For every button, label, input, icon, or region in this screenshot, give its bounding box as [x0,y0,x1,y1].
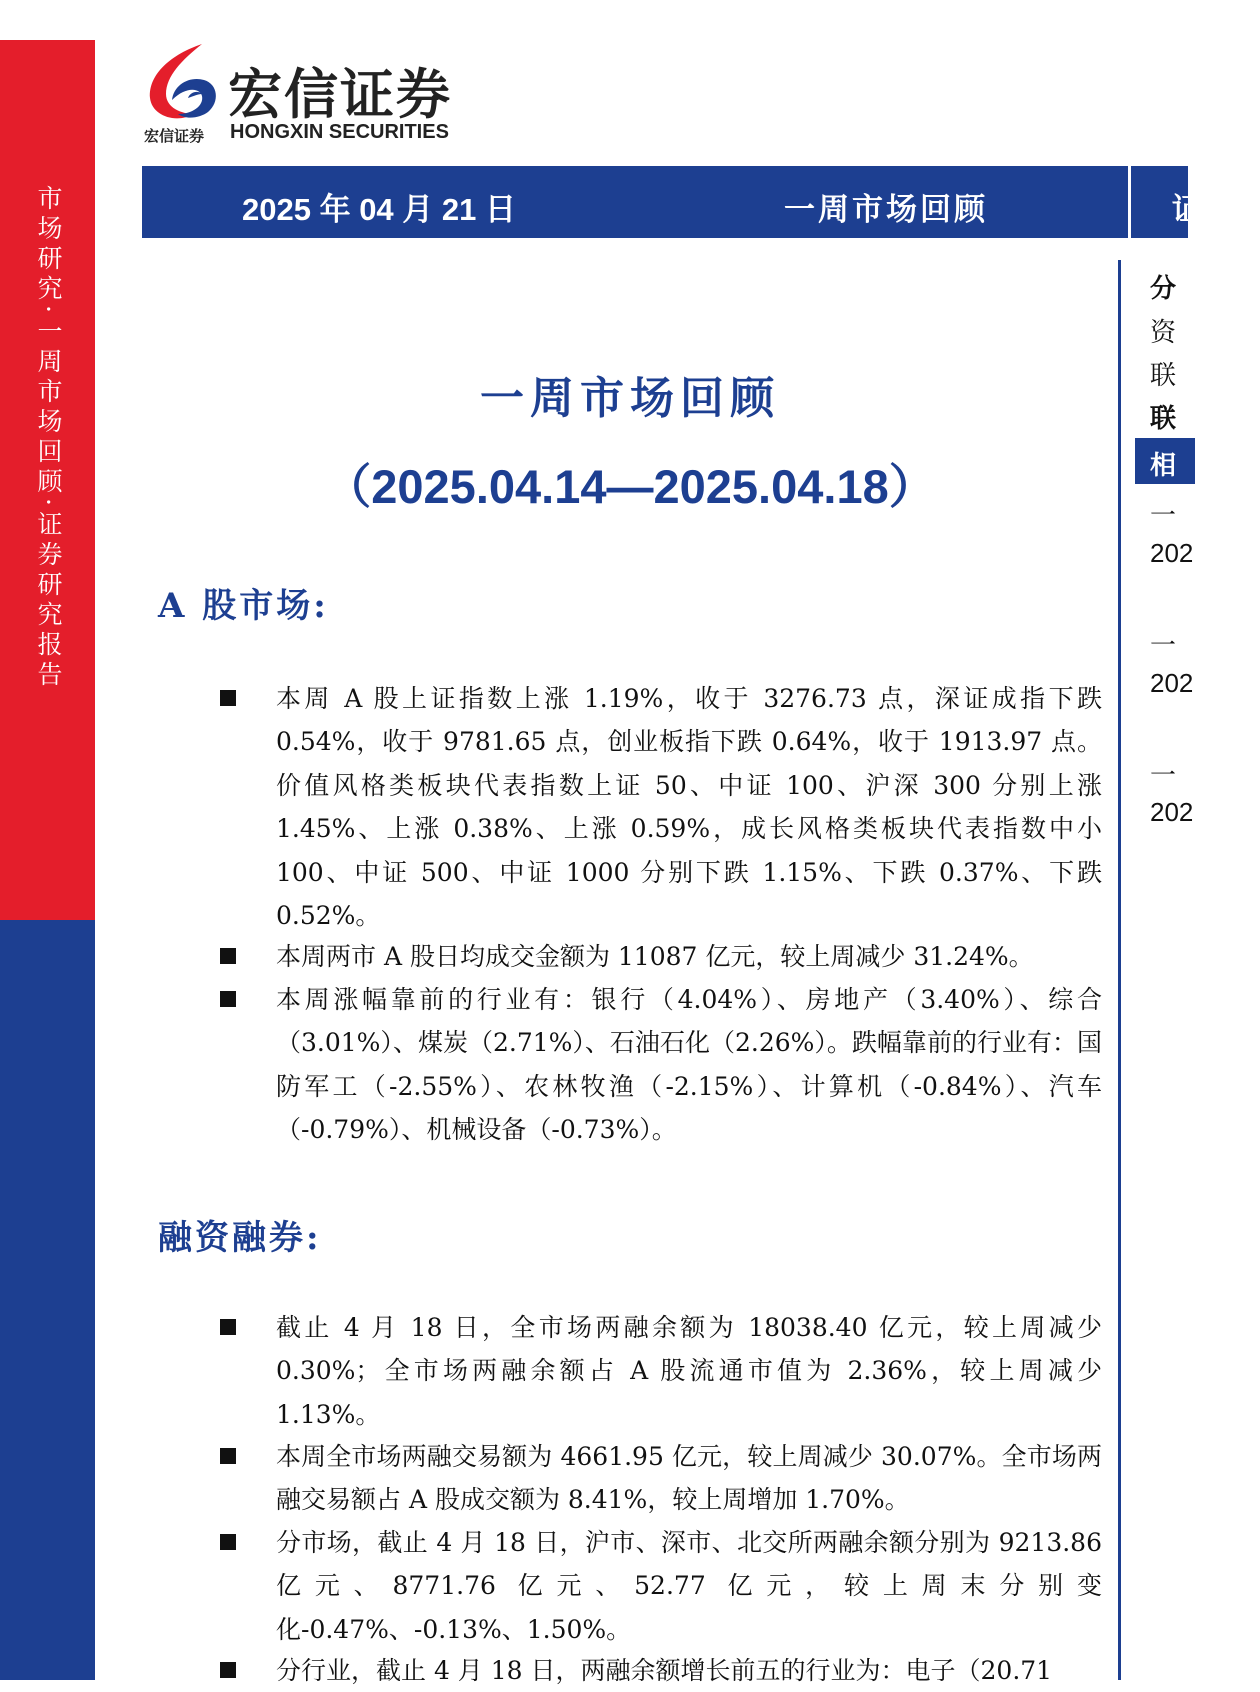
bullet-marker [220,1662,236,1678]
bullet-text: 本周涨幅靠前的行业有：银行（4.04%）、房地产（3.40%）、综合（3.01%）、煤炭（2.71%）、石油石化（2.26%）。跌幅靠前的行业有：国防军工（-2.55%）、农林牧渔（-2.15%）、计算机（-0.84%）、汽车（-0.79%）、机械设备（-0.73%）。 [276,985,1102,1145]
logo-text-en: HONGXIN SECURITIES [230,121,449,143]
sidebar-blue-band [0,920,95,1680]
logo-small-text-cn: 宏信证券 [144,127,205,145]
bullet-marker [220,991,236,1007]
section-heading-a-share: A 股市场: [158,586,329,626]
related-report-date: 202 [1150,668,1194,698]
bullet-marker [220,1534,236,1550]
related-report-title[interactable]: 一 [1150,631,1177,661]
bullet-text: 本周全市场两融交易额为 4661.95 亿元，较上周减少 30.07%。全市场两融交易额占 A 股成交额为 8.41%，较上周增加 1.70%。 [276,1442,1102,1515]
bullet-marker [220,690,236,706]
bullet-marker [220,1448,236,1464]
bullet-text: 分行业，截止 4 月 18 日，两融余额增长前五的行业为：电子（20.71 [276,1656,1053,1685]
report-title: 一周市场回顾 [480,373,780,424]
logo-text-cn: 宏信证券 [228,63,452,126]
sidebar-vertical-text: 市场研究·一周市场回顾·证券研究报告 [34,185,63,691]
banner-cut-text: 证 [1172,192,1203,228]
related-reports-header: 相 [1135,438,1195,484]
related-report-date: 202 [1150,797,1194,827]
bullet-text: 分市场，截止 4 月 18 日，沪市、深市、北交所两融余额分别为 9213.86 亿元、8771.76 亿元、52.77 亿元，较上周末分别变化-0.47%、-0.13%、1.50%。 [276,1528,1102,1644]
related-report-title[interactable]: 一 [1150,761,1177,791]
company-logo [142,40,482,150]
bullet-text: 本周两市 A 股日均成交金额为 11087 亿元，较上周减少 31.24%。 [276,942,1034,971]
contact-person-label: 联 [1150,404,1177,434]
bullet-text: 本周 A 股上证指数上涨 1.19%，收于 3276.73 点，深证成指下跌 0.54%，收于 9781.65 点，创业板指下跌 0.64%，收于 1913.97 点。价值风格类板块代表指数上证 50、中证 100、沪深 300 分别上涨 1.45%、上涨 0.38%、上涨 0.59%，成长风格类板块代表指数中小 100、中证 500、中证 1000 分别下跌 1.15%、下跌 0.37%、下跌 0.52%。 [276,684,1102,931]
related-report-date: 202 [1150,538,1194,568]
bullet-marker [220,948,236,964]
bullet-marker [220,1319,236,1335]
analyst-label: 分 [1150,274,1177,304]
related-report-title[interactable]: 一 [1150,501,1177,531]
logo-swirl-icon [142,40,228,124]
bullet-text: 截止 4 月 18 日，全市场两融余额为 18038.40 亿元，较上周减少 0.30%；全市场两融余额占 A 股流通市值为 2.36%，较上周减少 1.13%。 [276,1313,1102,1429]
report-date-range: （2025.04.14—2025.04.18） [324,460,936,513]
banner-divider [1128,166,1131,238]
header-banner [142,166,1203,238]
banner-title: 一周市场回顾 [784,192,988,228]
report-date: 2025 年 04 月 21 日 [242,192,516,227]
analyst-contact-label: 联 [1150,361,1177,391]
section-heading-margin: 融资融券: [158,1218,322,1258]
analyst-cert-label: 资 [1150,318,1177,348]
